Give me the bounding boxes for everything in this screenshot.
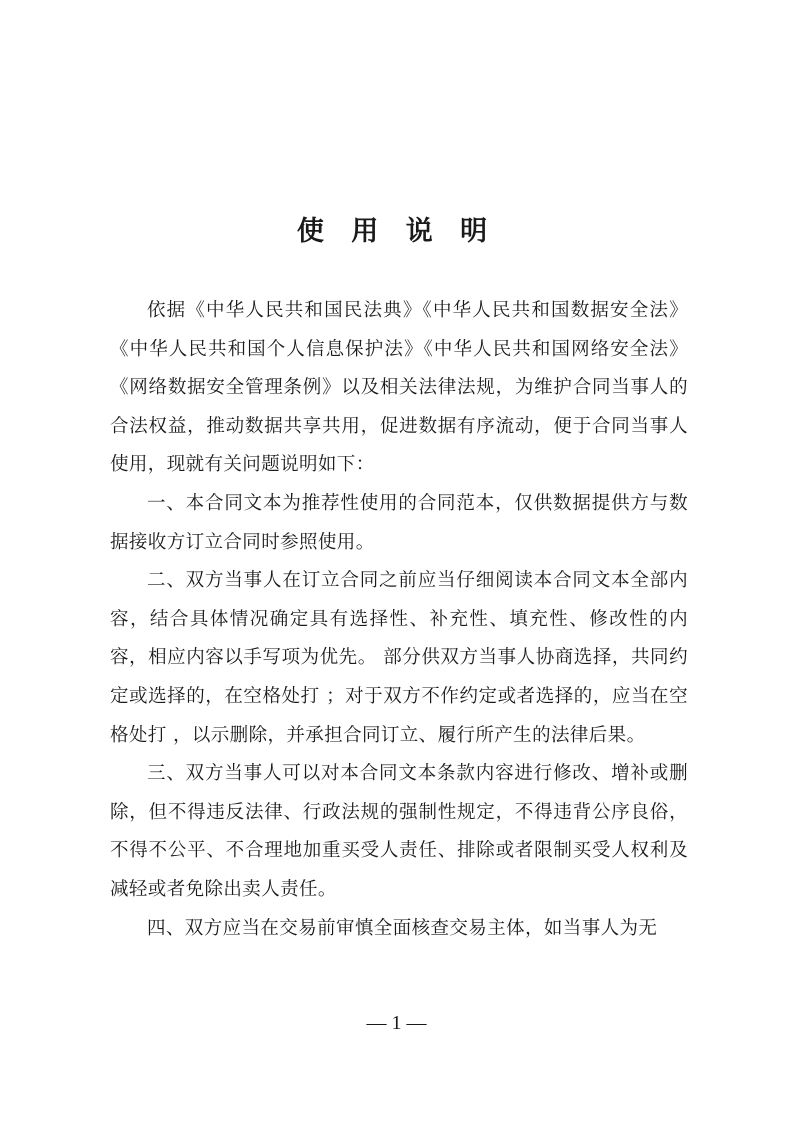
paragraph-item-4: 四、双方应当在交易前审慎全面核查交易主体，如当事人为无 xyxy=(147,917,658,939)
paragraph-intro: 依据《中华人民共和国民法典》《中华人民共和国数据安全法》《中华人民共和国个人信息保护法》《中华人民共和国网络安全法》《网络数据安全管理条例》以及相关法律法规，为维护合同当事人的合法权益，推动数据共享共用，促进数据有序流动，便于合同当事人使用，现就有关问题说明如下： xyxy=(110,300,688,476)
document-body xyxy=(110,292,688,948)
paragraph-item-2: 二、双方当事人在订立合同之前应当仔细阅读本合同文本全部内容，结合具体情况确定具有选择性、补充性、填充性、修改性的内容，相应内容以手写项为优先。 部分供双方当事人协商选择，共同约定或选择的，在空格处打 ；对于双方不作约定或者选择的，应当在空格处打 ，以示删除，并承担合同订立、履行所产生的法律后果。 xyxy=(110,570,688,746)
page-number: — 1 — xyxy=(366,1012,427,1034)
paragraph-item-1: 一、本合同文本为推荐性使用的合同范本，仅供数据提供方与数据接收方订立合同时参照使用。 xyxy=(110,492,688,553)
paragraph-item-3: 三、双方当事人可以对本合同文本条款内容进行修改、增补或删除，但不得违反法律、行政法规的强制性规定，不得违背公序良俗，不得不公平、不合理地加重买受人责任、排除或者限制买受人权利及减轻或者免除出卖人责任。 xyxy=(110,763,688,900)
page-title: 使 用 说 明 xyxy=(296,216,497,247)
